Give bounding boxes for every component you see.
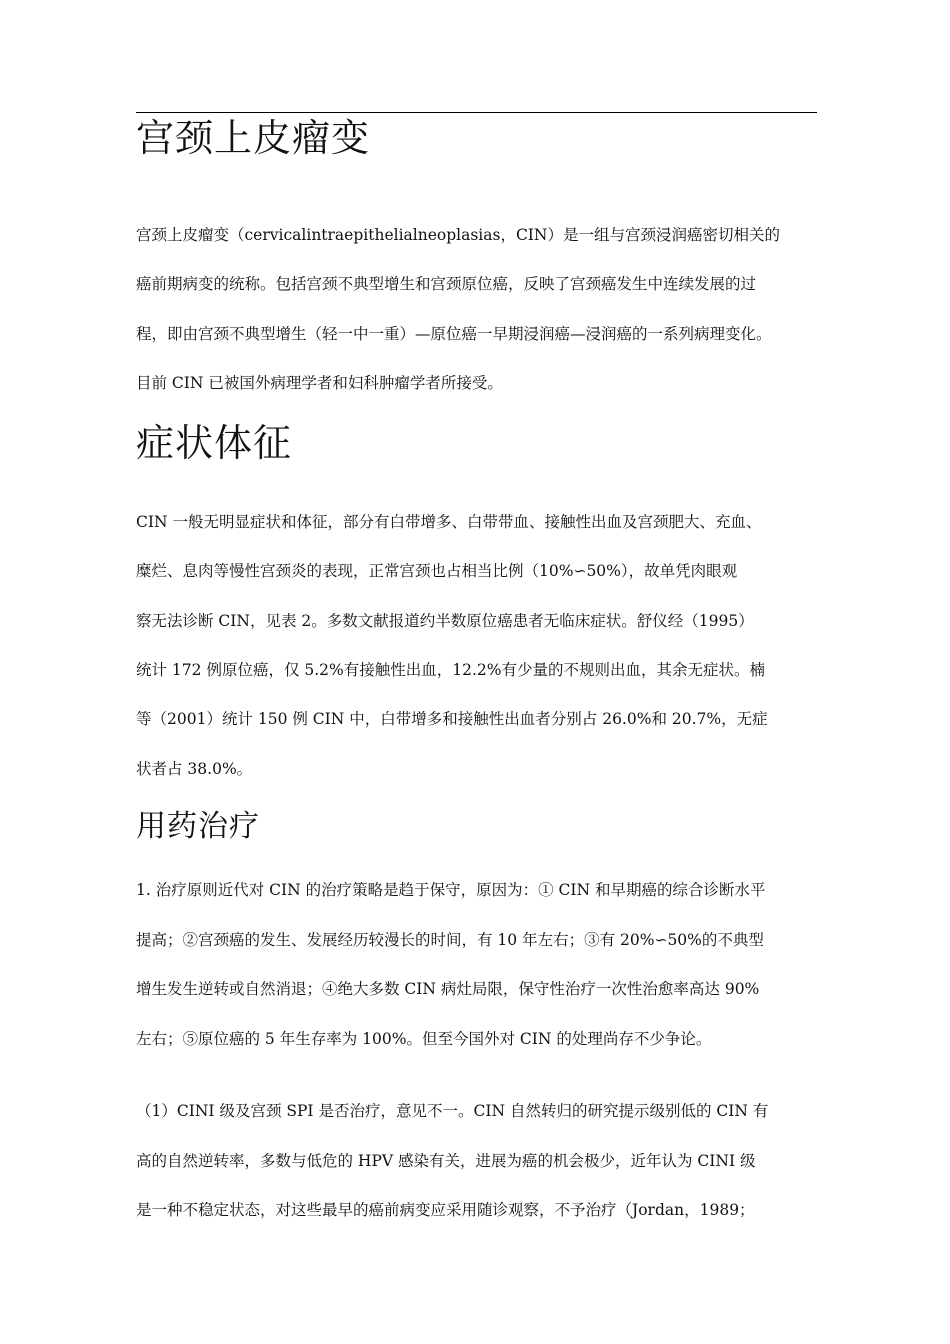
paragraph-line: 1. 治疗原则近代对 CIN 的治疗策略是趋于保守，原因为：① CIN 和早期癌的综合诊断水平 [136,881,766,899]
paragraph-line: 高的自然逆转率，多数与低危的 HPV 感染有关，进展为癌的机会极少，近年认为 CINI 级 [136,1152,756,1170]
paragraph-line: CIN 一般无明显症状和体征，部分有白带增多、白带带血、接触性出血及宫颈肥大、充血、 [136,513,762,531]
paragraph-line: 提高；②宫颈癌的发生、发展经历较漫长的时间，有 10 年左右；③有 20%∽50%的不典型 [136,931,764,949]
paragraph-line: 察无法诊断 CIN，见表 2。多数文献报道约半数原位癌患者无临床症状。舒仪经（1995） [136,612,754,630]
section-title-symptoms: 症状体征 [136,421,293,465]
section-title-treatment: 用药治疗 [136,809,260,844]
paragraph-line: 左右；⑤原位癌的 5 年生存率为 100%。但至今国外对 CIN 的处理尚存不少争论。 [136,1030,712,1048]
paragraph-line: 糜烂、息肉等慢性宫颈炎的表现，正常宫颈也占相当比例（10%∽50%），故单凭肉眼观 [136,562,738,580]
paragraph-line: 程，即由宫颈不典型增生（轻一中一重）—原位癌一早期浸润癌—浸润癌的一系列病理变化。 [136,325,772,343]
paragraph-line: 是一种不稳定状态，对这些最早的癌前病变应采用随诊观察，不予治疗（Jordan，1989； [136,1201,755,1219]
paragraph-line: 等（2001）统计 150 例 CIN 中，白带增多和接触性出血者分别占 26.0%和 20.7%，无症 [136,710,768,728]
paragraph-line: 癌前期病变的统称。包括宫颈不典型增生和宫颈原位癌，反映了宫颈癌发生中连续发展的过 [136,275,757,293]
section-title-cin: 宫颈上皮瘤变 [136,116,371,160]
header-rule [136,112,817,113]
paragraph-line: 增生发生逆转或自然消退；④绝大多数 CIN 病灶局限，保守性治疗一次性治愈率高达 90% [136,980,760,998]
paragraph-line: 状者占 38.0%。 [136,760,253,778]
paragraph-line: 目前 CIN 已被国外病理学者和妇科肿瘤学者所接受。 [136,374,503,392]
paragraph-line: （1）CINI 级及宫颈 SPI 是否治疗，意见不一。CIN 自然转归的研究提示级别低的 CIN 有 [136,1102,769,1120]
paragraph-line: 统计 172 例原位癌，仅 5.2%有接触性出血，12.2%有少量的不规则出血，其余无症状。楠 [136,661,765,679]
paragraph-line: 宫颈上皮瘤变（cervicalintraepithelialneoplasias，CIN）是一组与宫颈浸润癌密切相关的 [136,226,780,244]
